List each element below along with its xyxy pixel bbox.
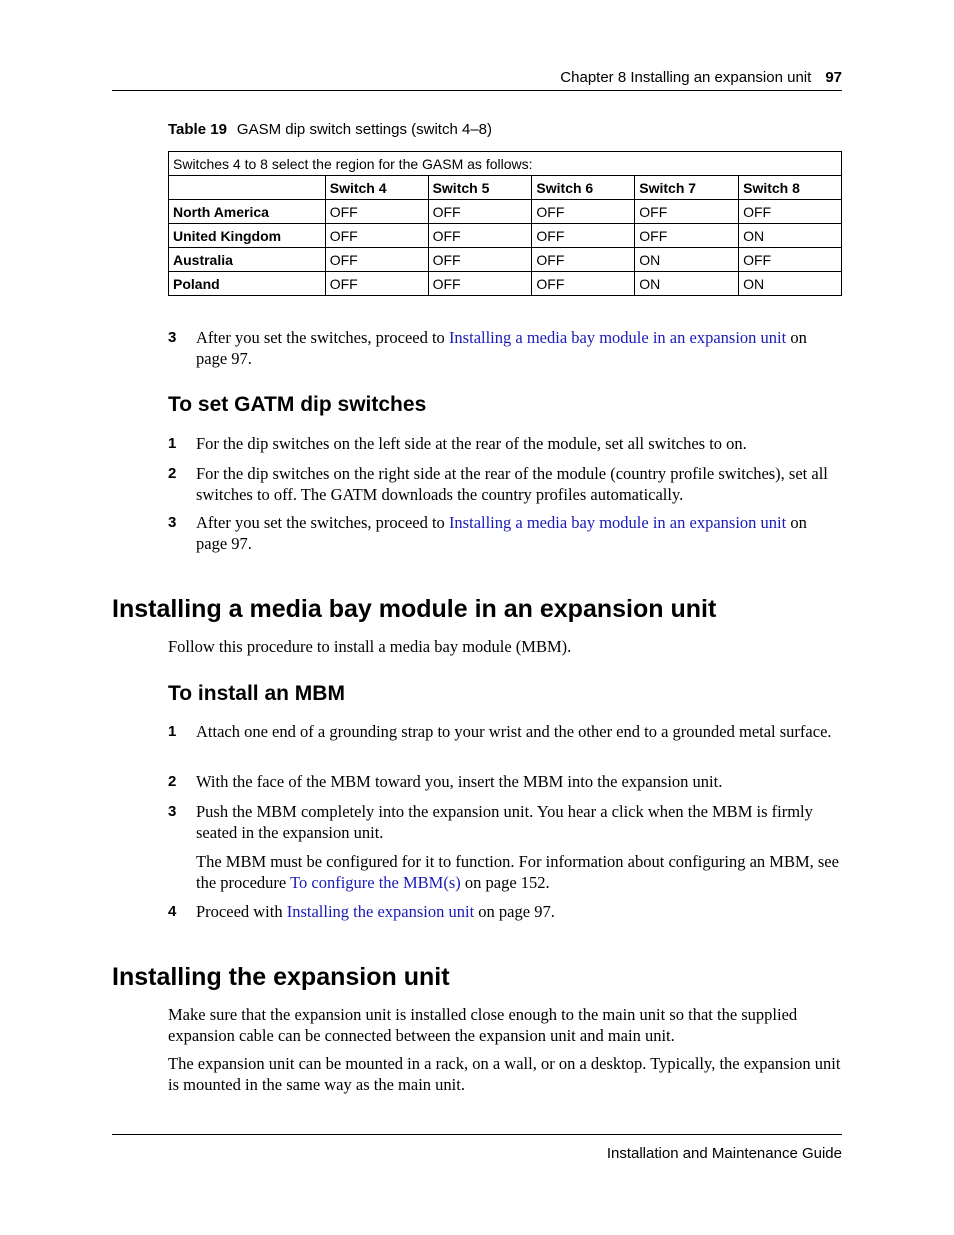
table-cell: OFF xyxy=(532,272,635,296)
table-cell: OFF xyxy=(739,248,842,272)
table-cell: OFF xyxy=(428,224,532,248)
table-cell: OFF xyxy=(635,200,739,224)
step-text: Push the MBM completely into the expansion unit. You hear a click when the MBM is firmly seated in the expansion unit. xyxy=(196,802,813,842)
header-page-number: 97 xyxy=(825,69,842,86)
step-text: For the dip switches on the right side at the rear of the module (country profile switches), set all switches to off. The GATM downloads the country profiles automatically. xyxy=(196,464,828,504)
heading-installing-expansion-unit: Installing the expansion unit xyxy=(112,963,450,991)
table-cell: OFF xyxy=(532,248,635,272)
link-installing-media-bay-module[interactable]: Installing a media bay module in an expansion unit xyxy=(448,328,787,347)
footer-title: Installation and Maintenance Guide xyxy=(606,1145,842,1162)
step-number: 1 xyxy=(168,723,177,740)
table-header-row xyxy=(169,176,842,200)
table-cell: OFF xyxy=(532,224,635,248)
step-number: 3 xyxy=(168,803,177,820)
table-cell: OFF xyxy=(428,200,532,224)
step-text: Attach one end of a grounding strap to your wrist and the other end to a grounded metal surface. xyxy=(196,722,832,741)
expansion-paragraph-2: The expansion unit can be mounted in a rack, on a wall, or on a desktop. Typically, the expansion unit is mounted in the same way as the main unit. xyxy=(168,1054,841,1094)
table-caption-label: Table 19 xyxy=(168,121,227,138)
table-cell: ON xyxy=(635,248,739,272)
table-cell: OFF xyxy=(532,200,635,224)
step-text: With the face of the MBM toward you, insert the MBM into the expansion unit. xyxy=(196,772,723,791)
table-header-cell: Switch 5 xyxy=(428,176,532,200)
step-number: 3 xyxy=(168,514,177,531)
table-row-region: Australia xyxy=(169,248,326,272)
table-cell: OFF xyxy=(428,248,532,272)
heading-set-gatm-dip-switches: To set GATM dip switches xyxy=(168,393,427,416)
table-header-cell: Switch 7 xyxy=(635,176,739,200)
table-header-cell: Switch 8 xyxy=(739,176,842,200)
link-configure-mbm[interactable]: To configure the MBM(s) xyxy=(290,873,461,892)
table-cell: OFF xyxy=(635,224,739,248)
table-cell: ON xyxy=(739,272,842,296)
expansion-paragraph-1: Make sure that the expansion unit is installed close enough to the main unit so that the supplied expansion cable can be connected between the expansion unit and main unit. xyxy=(168,1005,798,1045)
step-text: For the dip switches on the left side at the rear of the module, set all switches to on. xyxy=(196,434,747,453)
header-chapter: Chapter 8 Installing an expansion unit xyxy=(560,69,812,86)
heading-installing-media-bay-module: Installing a media bay module in an expansion unit xyxy=(112,595,717,623)
table-row xyxy=(169,224,842,248)
table-caption-title: GASM dip switch settings (switch 4–8) xyxy=(236,121,493,138)
table-caption xyxy=(168,120,492,140)
running-header xyxy=(112,68,842,91)
table-row xyxy=(169,272,842,296)
step-number: 2 xyxy=(168,773,177,790)
table-row xyxy=(169,200,842,224)
table-cell: ON xyxy=(739,224,842,248)
table-cell: OFF xyxy=(325,248,428,272)
link-installing-expansion-unit[interactable]: Installing the expansion unit xyxy=(286,902,475,921)
step-text: After you set the switches, proceed to Installing a media bay module in an expansion unit on page 97. xyxy=(196,513,807,553)
table-header-cell: Switch 4 xyxy=(325,176,428,200)
table-intro: Switches 4 to 8 select the region for the GASM as follows: xyxy=(169,152,842,176)
table-cell: OFF xyxy=(325,200,428,224)
media-bay-intro: Follow this procedure to install a media bay module (MBM). xyxy=(168,637,572,656)
table-row-region: North America xyxy=(169,200,326,224)
table-intro-row xyxy=(169,152,842,176)
step-number: 2 xyxy=(168,465,177,482)
running-footer xyxy=(112,1134,842,1162)
gasm-switch-table xyxy=(168,151,842,296)
step-number: 4 xyxy=(168,903,177,920)
table-cell: OFF xyxy=(739,200,842,224)
mbm-config-note: The MBM must be configured for it to function. For information about configuring an MBM, see the procedure To configure the MBM(s) on page 152. xyxy=(196,852,839,892)
table-row-region: United Kingdom xyxy=(169,224,326,248)
table-cell: ON xyxy=(635,272,739,296)
step-text: Proceed with Installing the expansion unit on page 97. xyxy=(196,902,555,921)
heading-install-mbm: To install an MBM xyxy=(168,682,345,705)
table-row-region: Poland xyxy=(169,272,326,296)
table-row xyxy=(169,248,842,272)
table-header-cell xyxy=(169,176,326,200)
step-number: 3 xyxy=(168,329,177,346)
table-cell: OFF xyxy=(428,272,532,296)
step-text: After you set the switches, proceed to Installing a media bay module in an expansion unit on page 97. xyxy=(196,328,807,368)
table-cell: OFF xyxy=(325,224,428,248)
link-installing-media-bay-module[interactable]: Installing a media bay module in an expansion unit xyxy=(448,513,787,532)
table-cell: OFF xyxy=(325,272,428,296)
table-header-cell: Switch 6 xyxy=(532,176,635,200)
step-number: 1 xyxy=(168,435,177,452)
